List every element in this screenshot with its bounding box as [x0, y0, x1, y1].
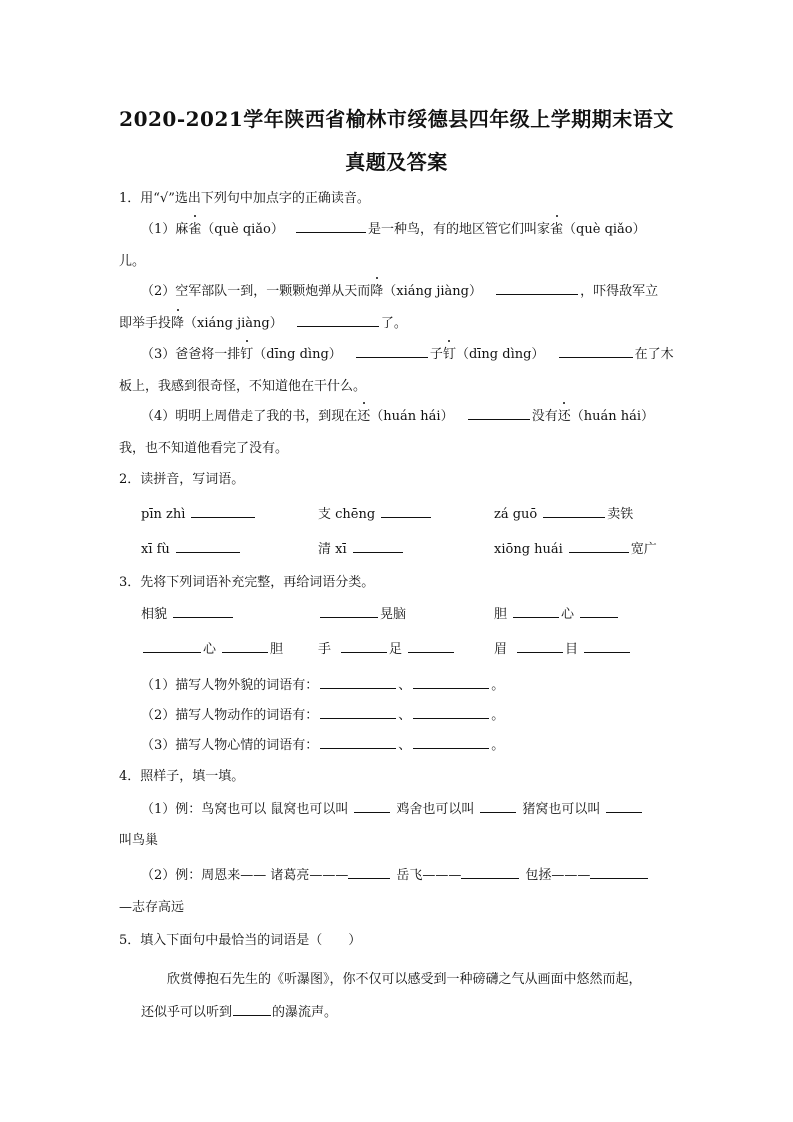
q2-r2c3: xiōng huái 宽广: [494, 538, 657, 557]
answer-blank[interactable]: [496, 280, 578, 295]
answer-blank[interactable]: [517, 638, 563, 653]
answer-blank[interactable]: [543, 503, 605, 518]
answer-blank[interactable]: [461, 864, 519, 879]
answer-blank[interactable]: [320, 704, 396, 719]
answer-blank[interactable]: [143, 638, 201, 653]
q1-item1-line1: （1）麻雀（què qiǎo） 是一种鸟，有的地区管它们叫家雀（què qiǎo）: [141, 218, 646, 237]
q2-stem: 2．读拼音，写词语。: [119, 472, 245, 487]
q5-passage-line2: 还似乎可以听到 的瀑流声。: [141, 1001, 337, 1020]
q4-stem: 4．照样子，填一填。: [119, 769, 245, 784]
dotted-char: 降: [171, 312, 184, 331]
answer-blank[interactable]: [584, 638, 630, 653]
q1-item1-line2: 儿。: [119, 254, 146, 269]
q4-example1-line1: （1）例：鸟窝也可以 鼠窝也可以叫 鸡舍也可以叫 猪窝也可以叫: [141, 798, 644, 817]
answer-blank[interactable]: [606, 798, 642, 813]
q2-r1c2: 支 chēng: [318, 503, 433, 522]
answer-blank[interactable]: [296, 218, 366, 233]
answer-blank[interactable]: [320, 734, 396, 749]
answer-blank[interactable]: [320, 674, 396, 689]
q1-item4-line1: （4）明明上周借走了我的书，到现在还（huán hái） 没有还（huán hái）: [141, 405, 654, 424]
q1-item4-line2: 我，也不知道他看完了没有。: [119, 441, 289, 456]
answer-blank[interactable]: [413, 674, 489, 689]
q3-r2c3: 眉 目: [494, 638, 632, 657]
answer-blank[interactable]: [559, 343, 633, 358]
q4-example1-line2: 叫鸟巢: [119, 833, 159, 848]
q3-stem: 3．先将下列词语补充完整，再给词语分类。: [119, 575, 375, 590]
q4-example2-line1: （2）例：周恩来—— 诸葛亮——— 岳飞——— 包拯———: [141, 864, 648, 883]
q2-r1c1: pīn zhì: [141, 503, 257, 522]
q1-item3-line1: （3）爸爸将一排钉（dīng dìng） 子钉（dīng dìng） 在了木: [141, 343, 674, 362]
q5-stem: 5．填入下面句中最恰当的词语是（ ）: [119, 933, 362, 948]
answer-blank[interactable]: [353, 538, 403, 553]
answer-blank[interactable]: [348, 864, 390, 879]
answer-blank[interactable]: [341, 638, 387, 653]
answer-blank[interactable]: [356, 343, 428, 358]
answer-blank[interactable]: [176, 538, 240, 553]
answer-blank[interactable]: [590, 864, 648, 879]
q3-r1c1: 相貌: [141, 603, 235, 622]
q3-category2: （2）描写人物动作的词语有： 、 。: [141, 704, 504, 723]
answer-blank[interactable]: [408, 638, 454, 653]
dotted-char: 还: [558, 405, 571, 424]
dotted-char: 雀: [188, 218, 201, 237]
dotted-char: 还: [357, 405, 370, 424]
q3-r1c2: 晃脑: [318, 603, 406, 622]
answer-blank[interactable]: [297, 312, 379, 327]
q3-r2c2: 手 足: [318, 638, 456, 657]
answer-blank[interactable]: [468, 405, 530, 420]
q2-r1c3: zá guō 卖铁: [494, 503, 633, 522]
answer-blank[interactable]: [413, 734, 489, 749]
answer-blank[interactable]: [513, 603, 559, 618]
q3-category1: （1）描写人物外貌的词语有： 、 。: [141, 674, 504, 693]
q1-item2-line1: （2）空军部队一到，一颗颗炮弹从天而降（xiáng jiàng） ，吓得敌军立: [141, 280, 658, 299]
q4-example2-line2: —志存高远: [119, 900, 185, 915]
dotted-char: 降: [370, 280, 383, 299]
answer-blank[interactable]: [222, 638, 268, 653]
q3-category3: （3）描写人物心情的词语有： 、 。: [141, 734, 504, 753]
q2-r2c1: xī fù: [141, 538, 242, 557]
answer-blank[interactable]: [580, 603, 618, 618]
q3-r1c3: 胆 心: [494, 603, 620, 622]
answer-blank[interactable]: [191, 503, 255, 518]
answer-blank[interactable]: [233, 1001, 271, 1016]
answer-blank[interactable]: [480, 798, 516, 813]
answer-blank[interactable]: [413, 704, 489, 719]
dotted-char: 钉: [443, 343, 456, 362]
q1-stem: 1．用“√”选出下列句中加点字的正确读音。: [119, 191, 370, 206]
q3-r2c1: 心 胆: [141, 638, 283, 657]
q1-item3-line2: 板上，我感到很奇怪，不知道他在干什么。: [119, 379, 367, 394]
q1-item2-line2: 即举手投降（xiáng jiàng） 了。: [119, 312, 407, 331]
dotted-char: 雀: [550, 218, 563, 237]
q5-passage-line1: 欣赏傅抱石先生的《听瀑图》，你不仅可以感受到一种磅礴之气从画面中悠然而起，: [167, 972, 642, 987]
answer-blank[interactable]: [354, 798, 390, 813]
document-title-line2: 真题及答案: [345, 150, 448, 174]
dotted-char: 钉: [240, 343, 253, 362]
q2-r2c2: 清 xī: [318, 538, 405, 557]
answer-blank[interactable]: [569, 538, 629, 553]
answer-blank[interactable]: [320, 603, 378, 618]
document-title-line1: 2020-2021学年陕西省榆林市绥德县四年级上学期期末语文: [119, 107, 674, 131]
answer-blank[interactable]: [173, 603, 233, 618]
answer-blank[interactable]: [381, 503, 431, 518]
